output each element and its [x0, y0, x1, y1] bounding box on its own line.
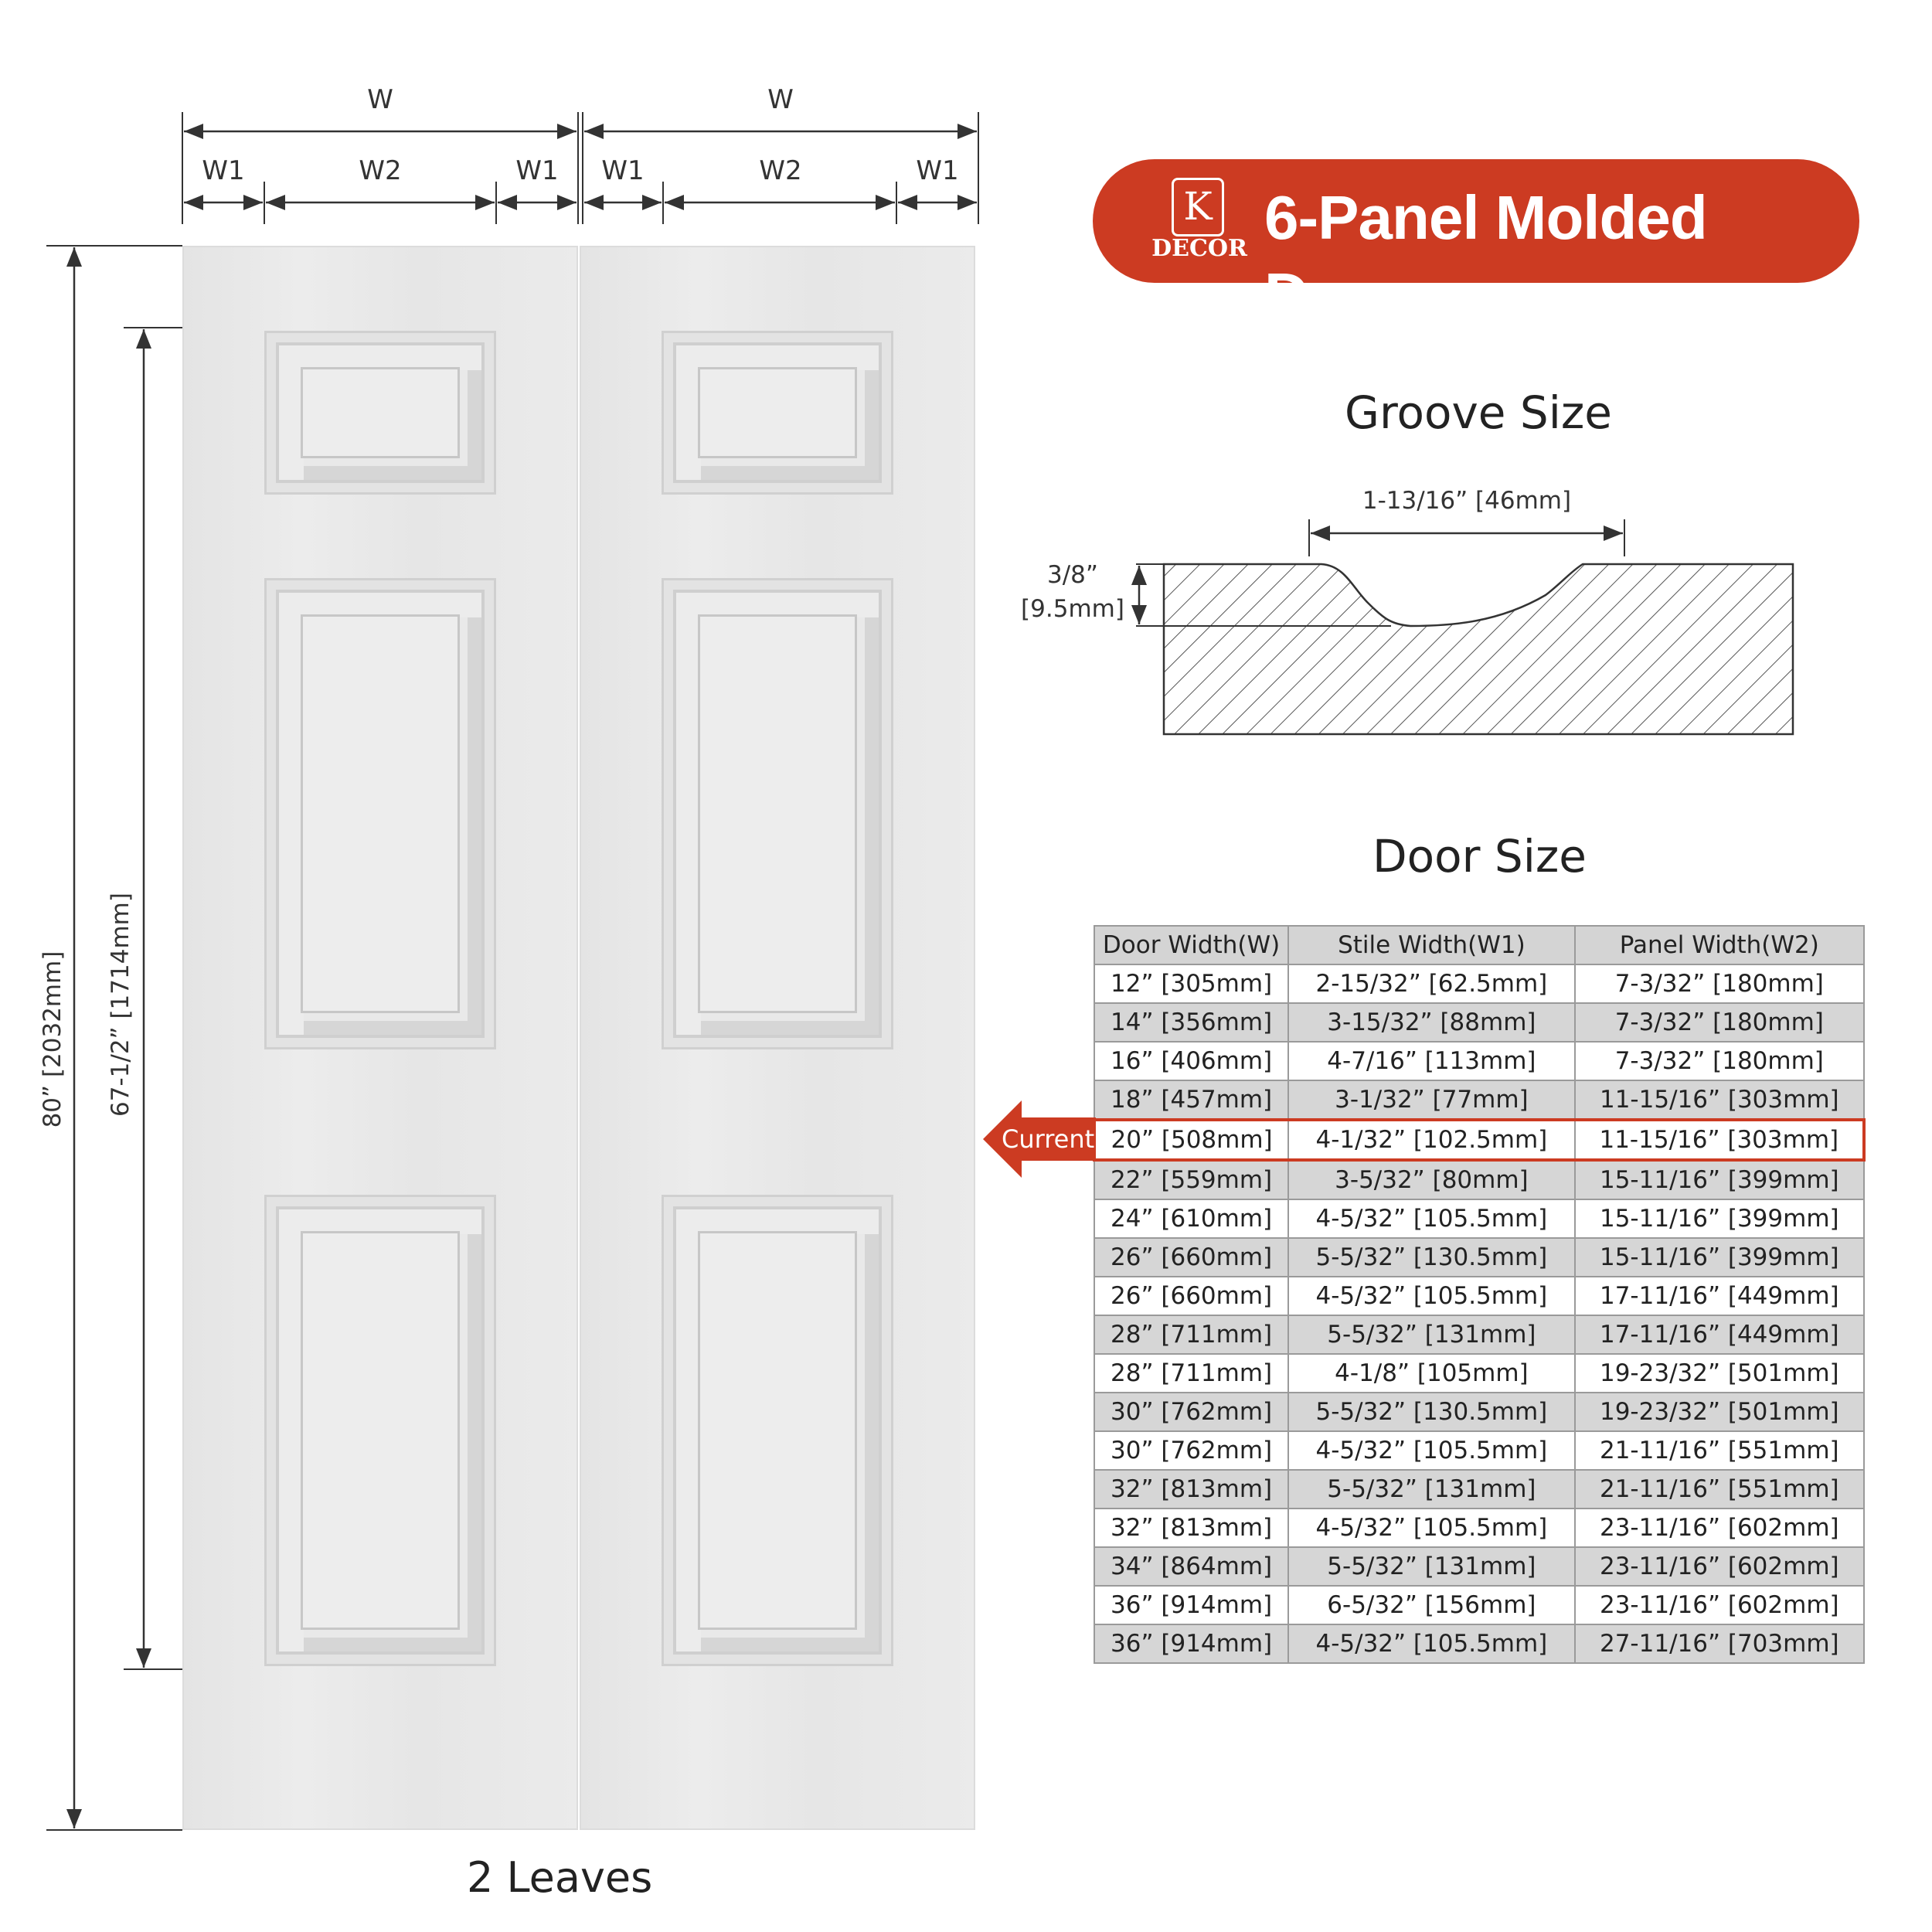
door-panel — [264, 1195, 496, 1666]
door-width-cell: 22” [559mm] — [1094, 1160, 1288, 1199]
table-row — [1094, 964, 1864, 1003]
panel-width-cell: 23-11/16” [602mm] — [1575, 1547, 1864, 1586]
table-row — [1094, 1354, 1864, 1393]
door-width-cell: 36” [914mm] — [1094, 1624, 1288, 1663]
brand-logo — [1138, 175, 1261, 275]
table-row — [1094, 1199, 1864, 1238]
groove-size-heading: Groove Size — [1345, 386, 1612, 439]
panel-width-cell: 21-11/16” [551mm] — [1575, 1431, 1864, 1470]
door-leaf-left — [182, 246, 578, 1830]
column-header: Panel Width(W2) — [1575, 926, 1864, 964]
groove-depth-label: 3/8” — [1047, 561, 1098, 589]
table-row — [1094, 1586, 1864, 1624]
door-panel — [662, 578, 893, 1049]
stile-width-cell: 5-5/32” [130.5mm] — [1288, 1238, 1574, 1277]
stile-width-cell: 4-7/16” [113mm] — [1288, 1042, 1574, 1080]
stile-width-cell: 4-5/32” [105.5mm] — [1288, 1199, 1574, 1238]
door-width-label: W — [767, 84, 794, 115]
width-dimensions — [0, 0, 1005, 247]
door-panel — [264, 578, 496, 1049]
stile-width-label: W1 — [916, 155, 959, 186]
product-title: 6-Panel Molded Door — [1264, 183, 1707, 329]
column-header: Door Width(W) — [1094, 926, 1288, 964]
brand-name: DECOR — [1151, 235, 1247, 262]
current-label: Current — [1002, 1124, 1095, 1154]
stile-width-cell: 5-5/32” [130.5mm] — [1288, 1393, 1574, 1431]
stile-width-label: W1 — [202, 155, 245, 186]
table-row — [1094, 1624, 1864, 1663]
door-width-cell: 36” [914mm] — [1094, 1586, 1288, 1624]
door-width-cell: 26” [660mm] — [1094, 1277, 1288, 1315]
stile-width-cell: 3-1/32” [77mm] — [1288, 1080, 1574, 1120]
panel-width-cell: 17-11/16” [449mm] — [1575, 1315, 1864, 1354]
door-width-cell: 30” [762mm] — [1094, 1393, 1288, 1431]
panel-width-cell: 15-11/16” [399mm] — [1575, 1238, 1864, 1277]
stile-width-cell: 3-5/32” [80mm] — [1288, 1160, 1574, 1199]
stile-width-cell: 5-5/32” [131mm] — [1288, 1547, 1574, 1586]
table-row — [1094, 1315, 1864, 1354]
table-header-row — [1094, 926, 1864, 964]
door-size-heading: Door Size — [1372, 830, 1587, 883]
groove-depth-label-mm: [9.5mm] — [1021, 595, 1124, 623]
panel-width-cell: 23-11/16” [602mm] — [1575, 1509, 1864, 1547]
door-panel — [264, 331, 496, 495]
panel-width-cell: 19-23/32” [501mm] — [1575, 1393, 1864, 1431]
panel-width-cell: 19-23/32” [501mm] — [1575, 1354, 1864, 1393]
door-size-table — [1093, 925, 1866, 1664]
panel-width-cell: 11-15/16” [303mm] — [1575, 1080, 1864, 1120]
door-width-cell: 28” [711mm] — [1094, 1354, 1288, 1393]
stile-width-cell: 5-5/32” [131mm] — [1288, 1315, 1574, 1354]
panel-width-cell: 15-11/16” [399mm] — [1575, 1160, 1864, 1199]
stile-width-cell: 3-15/32” [88mm] — [1288, 1003, 1574, 1042]
table-row — [1094, 1003, 1864, 1042]
door-leaf-right — [580, 246, 975, 1830]
door-panel — [662, 331, 893, 495]
stile-width-cell: 2-15/32” [62.5mm] — [1288, 964, 1574, 1003]
stile-width-cell: 4-5/32” [105.5mm] — [1288, 1624, 1574, 1663]
door-panel — [662, 1195, 893, 1666]
door-width-cell: 30” [762mm] — [1094, 1431, 1288, 1470]
stile-width-cell: 5-5/32” [131mm] — [1288, 1470, 1574, 1509]
table-row — [1094, 1509, 1864, 1547]
panel-width-label: W2 — [759, 155, 802, 186]
panel-width-cell: 7-3/32” [180mm] — [1575, 1042, 1864, 1080]
door-width-cell: 16” [406mm] — [1094, 1042, 1288, 1080]
stile-width-cell: 4-5/32” [105.5mm] — [1288, 1509, 1574, 1547]
height-dimensions — [0, 232, 182, 1855]
panel-width-cell: 23-11/16” [602mm] — [1575, 1586, 1864, 1624]
table-row — [1094, 1547, 1864, 1586]
table-row — [1094, 1042, 1864, 1080]
current-size-marker — [983, 1100, 1096, 1178]
panel-width-cell: 21-11/16” [551mm] — [1575, 1470, 1864, 1509]
brand-mark: K — [1172, 178, 1224, 236]
door-width-cell: 20” [508mm] — [1094, 1120, 1288, 1160]
door-width-cell: 24” [610mm] — [1094, 1199, 1288, 1238]
door-height-label: 80” [2032mm] — [39, 951, 66, 1128]
groove-profile-diagram — [1020, 479, 1808, 742]
table-row — [1094, 1431, 1864, 1470]
door-width-cell: 14” [356mm] — [1094, 1003, 1288, 1042]
table-row — [1094, 1393, 1864, 1431]
stile-width-cell: 4-5/32” [105.5mm] — [1288, 1431, 1574, 1470]
leaves-caption: 2 Leaves — [467, 1853, 653, 1902]
panel-width-label: W2 — [359, 155, 402, 186]
groove-profile — [1164, 564, 1793, 734]
table-row — [1094, 1238, 1864, 1277]
stile-width-cell: 4-1/8” [105mm] — [1288, 1354, 1574, 1393]
stile-width-label: W1 — [601, 155, 645, 186]
groove-width-label: 1-13/16” [46mm] — [1362, 487, 1572, 515]
door-width-cell: 26” [660mm] — [1094, 1238, 1288, 1277]
table-row — [1094, 1080, 1864, 1120]
door-width-label: W — [367, 84, 393, 115]
door-width-cell: 32” [813mm] — [1094, 1470, 1288, 1509]
panel-width-cell: 17-11/16” [449mm] — [1575, 1277, 1864, 1315]
door-width-cell: 28” [711mm] — [1094, 1315, 1288, 1354]
table-row — [1094, 1160, 1864, 1199]
door-width-cell: 34” [864mm] — [1094, 1547, 1288, 1586]
panel-width-cell: 11-15/16” [303mm] — [1575, 1120, 1864, 1160]
table-row — [1094, 1277, 1864, 1315]
column-header: Stile Width(W1) — [1288, 926, 1574, 964]
table-row — [1094, 1470, 1864, 1509]
panel-width-cell: 15-11/16” [399mm] — [1575, 1199, 1864, 1238]
stile-width-cell: 6-5/32” [156mm] — [1288, 1586, 1574, 1624]
door-width-cell: 32” [813mm] — [1094, 1509, 1288, 1547]
panel-height-label: 67-1/2” [1714mm] — [107, 893, 134, 1117]
stile-width-cell: 4-1/32” [102.5mm] — [1288, 1120, 1574, 1160]
panel-width-cell: 27-11/16” [703mm] — [1575, 1624, 1864, 1663]
door-width-cell: 18” [457mm] — [1094, 1080, 1288, 1120]
title-badge — [1093, 159, 1859, 329]
panel-width-cell: 7-3/32” [180mm] — [1575, 1003, 1864, 1042]
door-width-cell: 12” [305mm] — [1094, 964, 1288, 1003]
panel-width-cell: 7-3/32” [180mm] — [1575, 964, 1864, 1003]
stile-width-cell: 4-5/32” [105.5mm] — [1288, 1277, 1574, 1315]
table-row — [1094, 1120, 1864, 1160]
stile-width-label: W1 — [515, 155, 559, 186]
